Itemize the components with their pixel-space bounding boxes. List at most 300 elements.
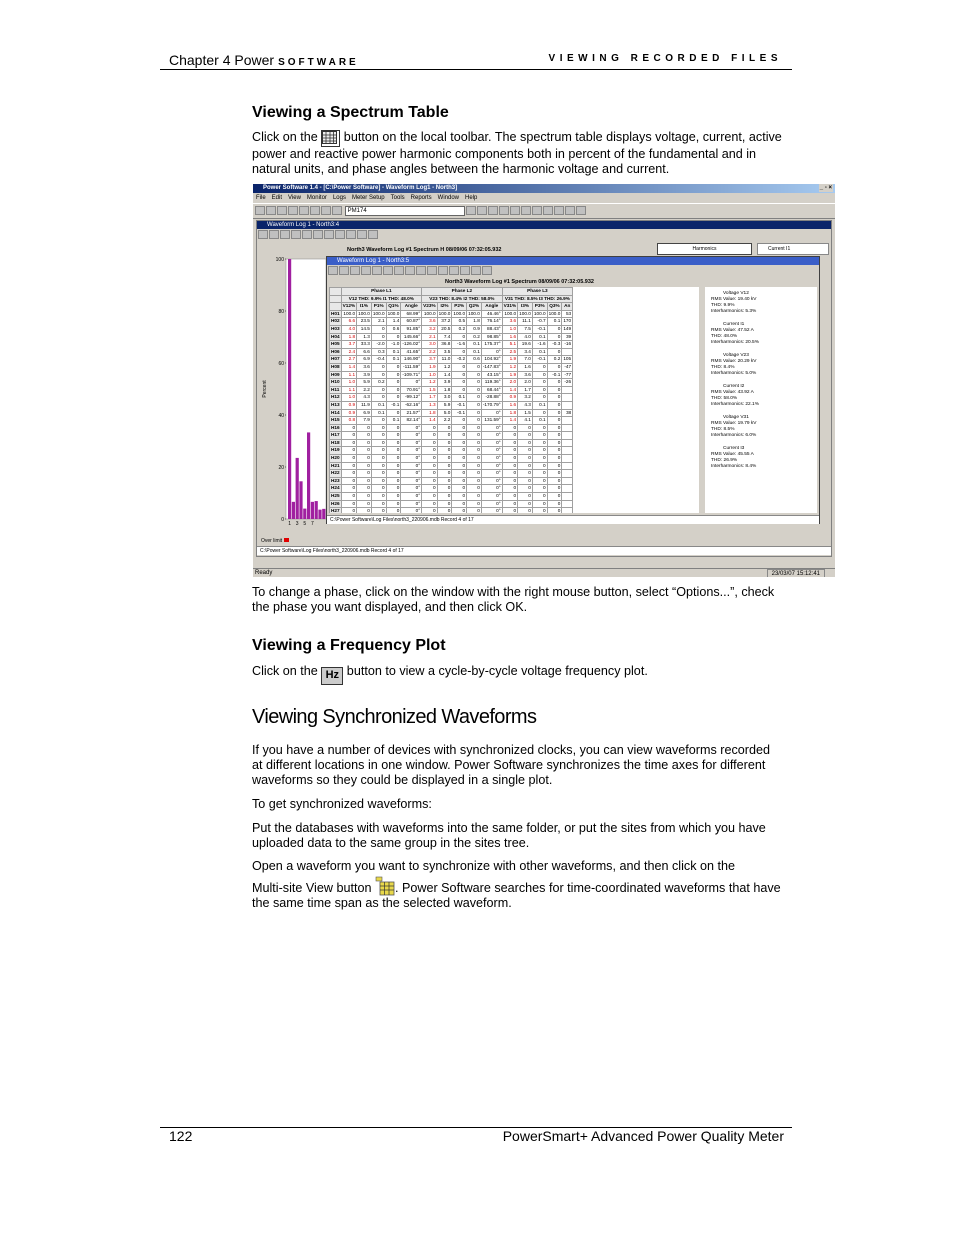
next-record-icon[interactable] bbox=[449, 266, 459, 275]
column-header: Q2% bbox=[467, 303, 482, 311]
table-cell: 1.1 bbox=[341, 371, 357, 379]
table-cell: 0 bbox=[341, 432, 357, 440]
harmonics-summary-panel bbox=[705, 287, 817, 513]
menu-file[interactable]: File bbox=[256, 195, 266, 201]
spectrum-intro-start: Click on the bbox=[252, 130, 318, 144]
summary-block bbox=[711, 415, 811, 439]
table-cell: 100.0 bbox=[357, 310, 372, 318]
table-cell: 1.0 bbox=[341, 394, 357, 402]
header-section-word: SOFTWARE bbox=[278, 57, 359, 68]
harmonic-label: H11 bbox=[330, 386, 342, 394]
table-row bbox=[330, 325, 573, 333]
table-cell: 0° bbox=[401, 424, 422, 432]
table-row bbox=[330, 310, 573, 318]
table-cell: 0 bbox=[467, 394, 482, 402]
table-cell: 0 bbox=[371, 477, 386, 485]
table-cell: 23.5 bbox=[357, 318, 372, 326]
table-cell: 5.0 bbox=[437, 409, 452, 417]
table-cell: 0 bbox=[518, 462, 533, 470]
help-icon[interactable] bbox=[482, 266, 492, 275]
table-cell: 0 bbox=[437, 493, 452, 501]
table-cell: 53 bbox=[562, 310, 573, 318]
multisite-view-icon bbox=[375, 876, 395, 896]
table-row bbox=[330, 333, 573, 341]
harmonic-label: H04 bbox=[330, 333, 342, 341]
table-cell: 6.6 bbox=[341, 318, 357, 326]
table-cell: 0° bbox=[481, 470, 502, 478]
table-cell: 3.2 bbox=[422, 325, 438, 333]
y-tick-label: 40 bbox=[278, 413, 284, 419]
sync-5-rest: . Power Software searches for time-coordinated waveforms that have the same time span as the selected waveform. bbox=[252, 881, 781, 910]
local-tool-1[interactable] bbox=[258, 230, 268, 239]
table-cell: 119.36° bbox=[481, 379, 502, 387]
paragraph-sync-5 bbox=[252, 876, 782, 911]
table-cell: 0 bbox=[518, 432, 533, 440]
table-cell bbox=[562, 394, 573, 402]
table-cell: 0.1 bbox=[532, 333, 547, 341]
app-statusbar bbox=[253, 568, 835, 577]
table-cell: 7.5 bbox=[518, 325, 533, 333]
table-cell: 0 bbox=[547, 424, 562, 432]
table-row bbox=[330, 485, 573, 493]
hz-icon[interactable] bbox=[383, 266, 393, 275]
summary-line: Interharmonics: 20.5% bbox=[711, 340, 759, 345]
table-cell: -2.0 bbox=[371, 341, 386, 349]
properties-icon[interactable] bbox=[332, 206, 342, 215]
table-cell: 0 bbox=[422, 462, 438, 470]
paragraph-sync-3: Put the databases with waveforms into the same folder, or put the sites from which you have uploaded data to the same group in the sites tree. bbox=[252, 821, 766, 850]
table-cell: 100.0 bbox=[371, 310, 386, 318]
spectrum-bar-chart bbox=[258, 255, 328, 535]
table-cell: 0 bbox=[422, 455, 438, 463]
table-cell: 0 bbox=[467, 363, 482, 371]
table-cell: 0° bbox=[481, 424, 502, 432]
preview-icon[interactable] bbox=[321, 206, 331, 215]
table-cell: 0 bbox=[518, 439, 533, 447]
paste-icon[interactable] bbox=[299, 206, 309, 215]
table-cell: 3.7 bbox=[422, 356, 438, 364]
table-cell: 0 bbox=[386, 379, 401, 387]
table-cell: 0 bbox=[371, 394, 386, 402]
table-cell bbox=[562, 500, 573, 508]
table-cell: 0 bbox=[518, 477, 533, 485]
local-tool-8[interactable] bbox=[335, 230, 345, 239]
frequency-rest: button to view a cycle-by-cycle voltage frequency plot. bbox=[343, 664, 648, 678]
inner-tool-9[interactable] bbox=[416, 266, 426, 275]
menu-help[interactable]: Help bbox=[465, 195, 478, 201]
inner-tool-5[interactable] bbox=[372, 266, 382, 275]
inner-tool-1[interactable] bbox=[328, 266, 338, 275]
table-cell: 0 bbox=[452, 485, 467, 493]
summary-line: Interharmonics: 22.1% bbox=[711, 402, 759, 407]
table-cell: 38 bbox=[562, 409, 573, 417]
table-cell: 0 bbox=[502, 455, 518, 463]
table-cell: 0 bbox=[502, 439, 518, 447]
table-cell: 0 bbox=[518, 470, 533, 478]
table-cell: 0 bbox=[547, 455, 562, 463]
over-limit-legend bbox=[261, 538, 289, 544]
inner-tool-3[interactable] bbox=[350, 266, 360, 275]
table-cell: 91.85° bbox=[401, 325, 422, 333]
table-row bbox=[330, 455, 573, 463]
table-cell: -1.6 bbox=[452, 341, 467, 349]
inner-tool-7[interactable] bbox=[394, 266, 404, 275]
inner-window-title: Waveform Log 1 - North3:5 bbox=[327, 257, 819, 265]
running-header-section: VIEWING RECORDED FILES bbox=[548, 53, 782, 64]
table-cell: 0 bbox=[502, 485, 518, 493]
table-cell: 0 bbox=[437, 477, 452, 485]
table-cell: 0.1 bbox=[386, 417, 401, 425]
harmonic-bar bbox=[288, 259, 291, 519]
local-tool-9[interactable] bbox=[346, 230, 356, 239]
table-cell: 0 bbox=[386, 447, 401, 455]
table-cell: 2.2 bbox=[357, 386, 372, 394]
harmonic-label: H24 bbox=[330, 485, 342, 493]
application-screenshot bbox=[253, 184, 835, 577]
table-cell: 0 bbox=[341, 424, 357, 432]
toolbar-icon-b[interactable] bbox=[477, 206, 487, 215]
column-header: Angle bbox=[481, 303, 502, 311]
table-cell: 0 bbox=[532, 477, 547, 485]
table-cell: -77 bbox=[562, 371, 573, 379]
table-cell: 0 bbox=[437, 508, 452, 513]
table-cell: 0° bbox=[481, 462, 502, 470]
table-cell: 0 bbox=[452, 363, 467, 371]
table-cell: 0 bbox=[467, 379, 482, 387]
table-cell: 2.1 bbox=[371, 318, 386, 326]
table-cell: 0 bbox=[371, 363, 386, 371]
table-cell: -26 bbox=[562, 379, 573, 387]
table-cell: 68.99° bbox=[401, 310, 422, 318]
table-cell: 0° bbox=[481, 493, 502, 501]
table-row bbox=[330, 371, 573, 379]
table-cell: 0 bbox=[518, 447, 533, 455]
table-cell: 2.5 bbox=[502, 348, 518, 356]
table-cell: 0 bbox=[467, 500, 482, 508]
table-cell: 0° bbox=[481, 508, 502, 513]
table-cell: 0 bbox=[532, 409, 547, 417]
table-cell: 0 bbox=[341, 485, 357, 493]
table-cell: 146.90° bbox=[401, 356, 422, 364]
table-cell: -62.16° bbox=[401, 401, 422, 409]
table-row bbox=[330, 394, 573, 402]
table-cell: 14.5 bbox=[357, 325, 372, 333]
harmonic-label: H12 bbox=[330, 394, 342, 402]
table-cell bbox=[562, 417, 573, 425]
table-cell: 0.6 bbox=[467, 356, 482, 364]
harmonic-bar bbox=[318, 510, 321, 519]
table-cell: 2.2 bbox=[437, 417, 452, 425]
open-icon[interactable] bbox=[255, 206, 265, 215]
table-cell: -147.83° bbox=[481, 363, 502, 371]
table-cell: 0 bbox=[547, 477, 562, 485]
page-number: 122 bbox=[169, 1128, 193, 1144]
table-cell: 3.5 bbox=[437, 348, 452, 356]
menu-monitor[interactable]: Monitor bbox=[306, 195, 327, 201]
table-cell bbox=[562, 455, 573, 463]
table-cell: 100.0 bbox=[518, 310, 533, 318]
table-cell: 1.9 bbox=[422, 363, 438, 371]
table-cell: 0 bbox=[547, 500, 562, 508]
table-cell: 4.0 bbox=[341, 325, 357, 333]
table-cell: -0.1 bbox=[547, 371, 562, 379]
table-cell: 0 bbox=[422, 470, 438, 478]
table-cell: 0 bbox=[371, 500, 386, 508]
toolbar-icon-a[interactable] bbox=[466, 206, 476, 215]
table-cell: 41.65° bbox=[401, 348, 422, 356]
summary-line: Voltage V12 bbox=[723, 291, 749, 296]
table-cell: 170 bbox=[562, 318, 573, 326]
table-cell: 0 bbox=[422, 500, 438, 508]
table-cell: 0° bbox=[401, 379, 422, 387]
table-cell: 0.2 bbox=[371, 379, 386, 387]
table-cell: 0 bbox=[371, 462, 386, 470]
column-header: I3% bbox=[518, 303, 533, 311]
table-cell: 0.6 bbox=[386, 325, 401, 333]
column-header: I1% bbox=[357, 303, 372, 311]
column-header: I2% bbox=[437, 303, 452, 311]
table-cell: 70.91° bbox=[401, 386, 422, 394]
table-corner bbox=[330, 295, 342, 303]
print-icon[interactable] bbox=[310, 206, 320, 215]
harmonic-label: H07 bbox=[330, 356, 342, 364]
table-cell: 0 bbox=[422, 477, 438, 485]
first-record-icon[interactable] bbox=[427, 266, 437, 275]
menu-view[interactable]: View bbox=[288, 195, 301, 201]
window-controls[interactable]: _ ▫ × bbox=[819, 185, 832, 191]
table-cell: 33.3 bbox=[357, 341, 372, 349]
table-cell: 0 bbox=[357, 462, 372, 470]
table-cell bbox=[562, 348, 573, 356]
table-cell: 0.2 bbox=[467, 333, 482, 341]
table-cell: 2.7 bbox=[341, 356, 357, 364]
summary-line: Current I1 bbox=[723, 322, 745, 327]
table-cell: 0 bbox=[452, 477, 467, 485]
table-cell: 60.87° bbox=[401, 318, 422, 326]
stop-icon[interactable] bbox=[521, 206, 531, 215]
table-cell: -0.1 bbox=[452, 409, 467, 417]
table-row bbox=[330, 379, 573, 387]
table-cell: 1.4 bbox=[437, 371, 452, 379]
table-cell: 0.9 bbox=[341, 409, 357, 417]
table-cell bbox=[562, 401, 573, 409]
help-icon[interactable] bbox=[576, 206, 586, 215]
harmonic-bar bbox=[296, 458, 299, 519]
table-cell: 0 bbox=[357, 455, 372, 463]
harmonic-label: H17 bbox=[330, 432, 342, 440]
harmonic-label: H09 bbox=[330, 371, 342, 379]
harmonic-label: H02 bbox=[330, 318, 342, 326]
table-cell: 0 bbox=[532, 386, 547, 394]
paragraph-spectrum-intro bbox=[252, 130, 782, 177]
table-cell: 0 bbox=[386, 386, 401, 394]
harmonic-bar bbox=[311, 502, 314, 519]
harmonic-label: H01 bbox=[330, 310, 342, 318]
table-cell: 100.0 bbox=[452, 310, 467, 318]
table-cell: 0 bbox=[357, 493, 372, 501]
table-cell: 68.44° bbox=[481, 386, 502, 394]
table-cell: 0 bbox=[386, 333, 401, 341]
save-icon[interactable] bbox=[266, 206, 276, 215]
local-tool-3[interactable] bbox=[280, 230, 290, 239]
copy-icon[interactable] bbox=[288, 206, 298, 215]
table-cell: 0 bbox=[422, 493, 438, 501]
table-cell: 0° bbox=[481, 432, 502, 440]
toolbar-icon-f[interactable] bbox=[532, 206, 542, 215]
table-cell: 6.6 bbox=[357, 348, 372, 356]
table-cell: 0° bbox=[481, 485, 502, 493]
inner-tool-14[interactable] bbox=[471, 266, 481, 275]
table-cell: 0 bbox=[502, 424, 518, 432]
summary-line: RMS Value: 19.40 kV bbox=[711, 297, 757, 302]
table-cell: 0.8 bbox=[341, 417, 357, 425]
table-cell: 46.46° bbox=[481, 310, 502, 318]
table-cell: 37.2 bbox=[437, 318, 452, 326]
column-header: P1% bbox=[371, 303, 386, 311]
table-cell: 1.5 bbox=[518, 409, 533, 417]
table-cell: 3.6 bbox=[357, 363, 372, 371]
table-cell: 3.0 bbox=[437, 394, 452, 402]
table-cell: 3.4 bbox=[518, 348, 533, 356]
table-cell: 0.1 bbox=[452, 394, 467, 402]
table-cell: 0.1 bbox=[371, 409, 386, 417]
summary-line: RMS Value: 20.29 kV bbox=[711, 359, 757, 364]
table-cell: 0 bbox=[452, 508, 467, 513]
device-select[interactable]: PM174 bbox=[345, 206, 465, 216]
summary-line: Voltage V23 bbox=[723, 353, 749, 358]
table-cell: 0 bbox=[467, 508, 482, 513]
local-tool-7[interactable] bbox=[324, 230, 334, 239]
table-cell: 43.15° bbox=[481, 371, 502, 379]
summary-line: THD: 9.9% bbox=[711, 303, 735, 308]
table-icon bbox=[321, 130, 340, 147]
table-cell: 11.9 bbox=[357, 401, 372, 409]
local-tool-2[interactable] bbox=[269, 230, 279, 239]
table-cell: 0 bbox=[452, 462, 467, 470]
menu-window[interactable]: Window bbox=[437, 195, 460, 201]
tab-harmonics[interactable]: Harmonics bbox=[657, 243, 752, 255]
table-cell: 0 bbox=[422, 508, 438, 513]
table-cell: 0.1 bbox=[532, 348, 547, 356]
table-cell: 0 bbox=[532, 424, 547, 432]
last-record-icon[interactable] bbox=[460, 266, 470, 275]
table-cell: 0 bbox=[532, 462, 547, 470]
menu-edit[interactable]: Edit bbox=[271, 195, 283, 201]
table-cell: 0 bbox=[386, 394, 401, 402]
table-row bbox=[330, 493, 573, 501]
table-cell: 0 bbox=[547, 432, 562, 440]
local-tool-5[interactable] bbox=[302, 230, 312, 239]
toolbar-icon-g[interactable] bbox=[543, 206, 553, 215]
menu-reports[interactable]: Reports bbox=[410, 195, 432, 201]
tab-current[interactable]: Current I1 bbox=[757, 243, 829, 255]
table-cell: 0 bbox=[357, 447, 372, 455]
table-cell: 11.0 bbox=[437, 356, 452, 364]
toolbar-icon-h[interactable] bbox=[554, 206, 564, 215]
inner-tool-2[interactable] bbox=[339, 266, 349, 275]
table-cell: 0 bbox=[371, 485, 386, 493]
table-row bbox=[330, 508, 573, 513]
cut-icon[interactable] bbox=[277, 206, 287, 215]
table-cell: 1.0 bbox=[341, 379, 357, 387]
table-cell: 0 bbox=[452, 333, 467, 341]
y-tick-label: 100 bbox=[275, 257, 284, 263]
table-cell: -111.59° bbox=[401, 363, 422, 371]
table-cell bbox=[562, 508, 573, 513]
table-cell: 19.6 bbox=[518, 341, 533, 349]
local-tool-6[interactable] bbox=[313, 230, 323, 239]
harmonic-label: H22 bbox=[330, 470, 342, 478]
table-cell: 0° bbox=[401, 485, 422, 493]
table-cell: -0.1 bbox=[452, 401, 467, 409]
table-cell: 0° bbox=[481, 477, 502, 485]
inner-tool-8[interactable] bbox=[405, 266, 415, 275]
column-header: P3% bbox=[532, 303, 547, 311]
table-cell: 0 bbox=[341, 508, 357, 513]
summary-line: THD: 48.0% bbox=[711, 334, 738, 339]
table-cell: -1.0 bbox=[386, 341, 401, 349]
table-cell: 0 bbox=[532, 371, 547, 379]
toolbar-icon-i[interactable] bbox=[565, 206, 575, 215]
table-cell: 0 bbox=[452, 493, 467, 501]
table-cell: 1.9 bbox=[502, 356, 518, 364]
table-cell: 0 bbox=[386, 409, 401, 417]
summary-line: Current I3 bbox=[723, 446, 745, 451]
chart-plot-area bbox=[286, 259, 326, 519]
table-cell: 0 bbox=[341, 439, 357, 447]
table-cell: 0.1 bbox=[386, 356, 401, 364]
table-cell: 1.9 bbox=[502, 371, 518, 379]
menu-logs[interactable]: Logs bbox=[332, 195, 346, 201]
column-header: Q3% bbox=[547, 303, 562, 311]
local-tool-10[interactable] bbox=[357, 230, 367, 239]
table-cell: 88.43° bbox=[481, 325, 502, 333]
table-cell: 0 bbox=[341, 455, 357, 463]
table-cell: 0 bbox=[371, 371, 386, 379]
y-axis-label: Percent bbox=[262, 380, 268, 398]
table-cell: 0 bbox=[467, 470, 482, 478]
toolbar-icon-c[interactable] bbox=[488, 206, 498, 215]
table-cell: 0 bbox=[341, 493, 357, 501]
table-cell: 0° bbox=[401, 477, 422, 485]
local-tool-4[interactable] bbox=[291, 230, 301, 239]
table-cell: 0 bbox=[547, 439, 562, 447]
local-tool-11[interactable] bbox=[368, 230, 378, 239]
table-cell: 0 bbox=[547, 386, 562, 394]
inner-tool-4[interactable] bbox=[361, 266, 371, 275]
table-cell: 0 bbox=[386, 462, 401, 470]
column-header: Q1% bbox=[386, 303, 401, 311]
harmonic-label: H06 bbox=[330, 348, 342, 356]
table-cell: 76.14° bbox=[481, 318, 502, 326]
table-cell: 0 bbox=[502, 432, 518, 440]
status-datetime: 23/03/07 15:12:41 bbox=[767, 569, 825, 577]
summary-line: RMS Value: 45.55 A bbox=[711, 452, 754, 457]
table-cell: 0 bbox=[467, 439, 482, 447]
toolbar-icon-d[interactable] bbox=[499, 206, 509, 215]
table-cell: 0 bbox=[467, 401, 482, 409]
table-cell bbox=[562, 432, 573, 440]
toolbar-icon-e[interactable] bbox=[510, 206, 520, 215]
frequency-start: Click on the bbox=[252, 664, 318, 678]
menu-meter-setup[interactable]: Meter Setup bbox=[351, 195, 385, 201]
table-cell: 0.1 bbox=[386, 348, 401, 356]
table-cell: 0 bbox=[467, 477, 482, 485]
prev-record-icon[interactable] bbox=[438, 266, 448, 275]
table-cell: 1.8 bbox=[502, 409, 518, 417]
menu-tools[interactable]: Tools bbox=[390, 195, 405, 201]
x-tick-label: 5 bbox=[303, 521, 307, 527]
